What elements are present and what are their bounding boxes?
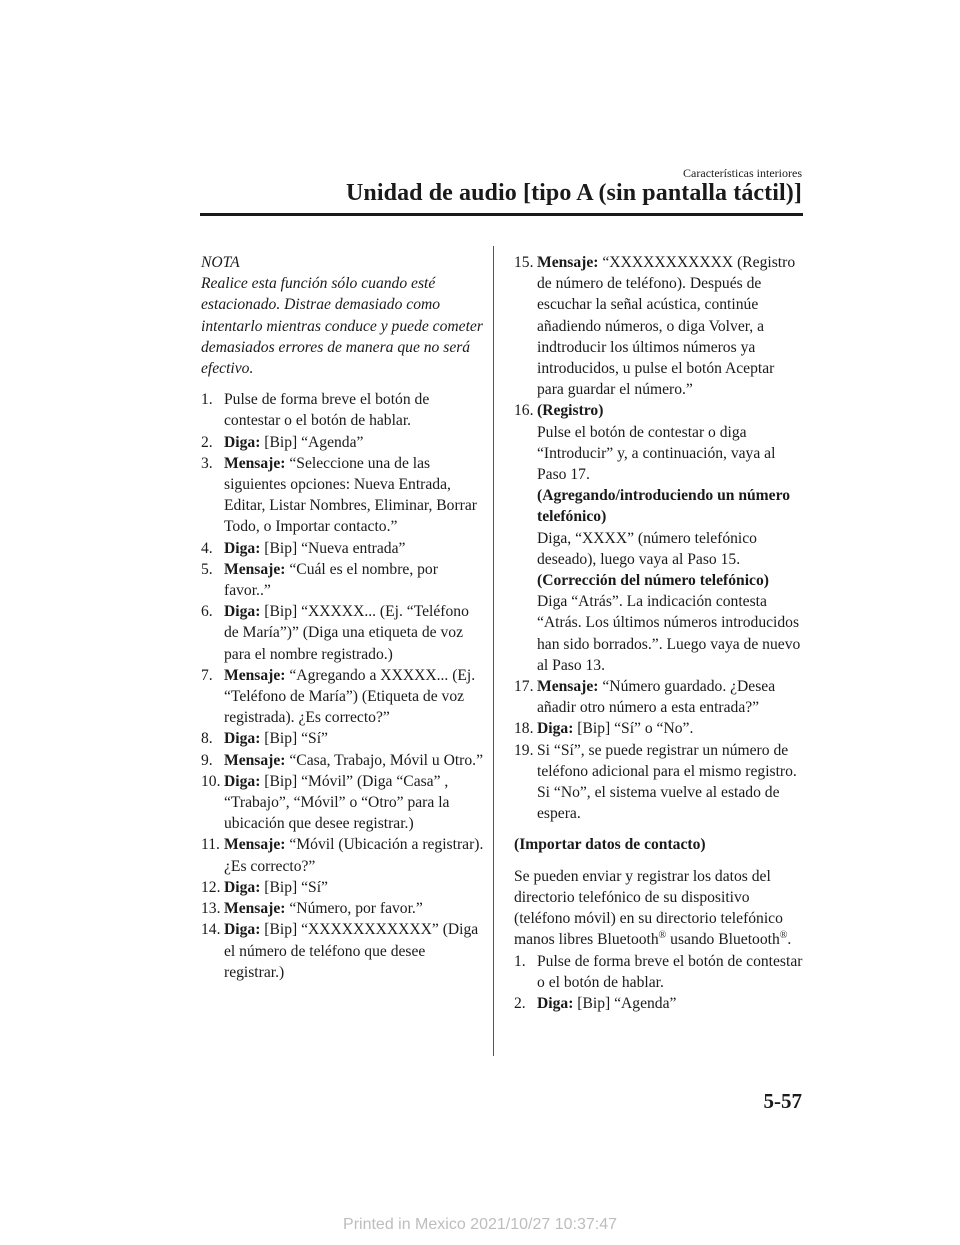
step-number: 5. — [201, 560, 213, 578]
step-label: Mensaje: — [537, 678, 599, 696]
step-number: 10. — [201, 772, 221, 790]
step-number: 8. — [201, 730, 213, 748]
step-item — [201, 834, 486, 876]
step-text: [Bip] “Móvil” (Diga “Casa” , “Trabajo”, “Móvil” o “Otro” para la ubicación que desee registrar.) — [224, 772, 450, 833]
step-text: [Bip] “Sí” — [260, 730, 328, 748]
step-text: [Bip] “Agenda” — [573, 994, 677, 1012]
step-label: Mensaje: — [224, 666, 286, 684]
substep-text: Pulse el botón de contestar o diga “Introducir” y, a continuación, vaya al Paso 17. — [537, 423, 776, 484]
step-label: Diga: — [224, 433, 261, 451]
header-rule — [200, 213, 803, 216]
step-item — [201, 432, 486, 453]
step-label: Mensaje: — [224, 560, 286, 578]
step-text: “Cuál es el nombre, por favor..” — [224, 560, 438, 600]
step-number: 1. — [514, 952, 526, 970]
substep-heading: (Registro) — [537, 402, 604, 420]
step-number: 4. — [201, 539, 213, 557]
step-item — [201, 559, 486, 601]
section-header: Características interiores — [683, 166, 802, 180]
step-label: Mensaje: — [224, 900, 286, 918]
substep-text: Si “No”, el sistema vuelve al estado de espera. — [537, 784, 780, 823]
step-text: [Bip] “Agenda” — [260, 433, 364, 451]
step-text: “Agregando a XXXXX... (Ej. “Teléfono de María”) (Etiqueta de voz registrada). ¿Es correcto?” — [224, 666, 476, 727]
step-list-left — [201, 389, 486, 983]
step-item — [514, 740, 804, 825]
step-number: 12. — [201, 878, 221, 896]
step-item — [201, 750, 486, 771]
step-label: Mensaje: — [224, 836, 286, 854]
step-label: Diga: — [224, 539, 261, 557]
step-number: 16. — [514, 402, 534, 420]
step-number: 19. — [514, 741, 534, 759]
step-item — [201, 453, 486, 538]
print-footer: Printed in Mexico 2021/10/27 10:37:47 — [343, 1216, 617, 1233]
step-text: “Número, por favor.” — [285, 900, 423, 918]
step-number: 18. — [514, 720, 534, 738]
step-item — [514, 676, 804, 718]
step-item — [201, 877, 486, 898]
step-item — [201, 728, 486, 749]
step-text: “Seleccione una de las siguientes opciones: Nueva Entrada, Editar, Listar Nombres, Eliminar, Borrar Todo, o Importar contacto.” — [224, 454, 477, 536]
step-number: 13. — [201, 900, 221, 918]
import-text: usando Bluetooth — [666, 931, 780, 949]
step-item — [201, 538, 486, 559]
step-text: [Bip] “Sí” o “No”. — [573, 720, 694, 738]
step-number: 9. — [201, 751, 213, 769]
step-item — [201, 665, 486, 729]
step-number: 6. — [201, 603, 213, 621]
step-text: “Número guardado. ¿Desea añadir otro número a esta entrada?” — [537, 678, 776, 717]
step-list-import — [514, 951, 804, 1015]
step-item — [514, 400, 804, 676]
column-divider — [493, 246, 494, 1056]
registered-mark: ® — [658, 930, 667, 942]
note-title: NOTA — [201, 254, 240, 271]
registered-mark: ® — [779, 930, 788, 942]
step-item — [201, 898, 486, 919]
substep-text: Diga, “XXXX” (número telefónico deseado), luego vaya al Paso 15. — [537, 529, 757, 568]
step-number: 2. — [201, 433, 213, 451]
note-body: Realice esta función sólo cuando esté estacionado. Distrae demasiado como intentarlo mientras conduce y puede cometer demasiados errores de manera que no será efectivo. — [201, 275, 483, 378]
substep-text: Diga “Atrás”. La indicación contesta “Atrás. Los últimos números introducidos han sido borrados.”. Luego vaya de nuevo al Paso 13. — [537, 593, 801, 674]
import-heading: (Importar datos de contacto) — [514, 836, 706, 854]
page-number: 5-57 — [763, 1089, 802, 1113]
step-label: Diga: — [537, 994, 574, 1012]
step-item — [201, 771, 486, 835]
step-item — [514, 993, 804, 1014]
step-label: Mensaje: — [537, 254, 599, 271]
substep-text: Si “Sí”, se puede registrar un número de teléfono adicional para el mismo registro. — [537, 741, 797, 780]
step-label: Diga: — [224, 772, 261, 790]
step-item — [514, 252, 804, 400]
step-item — [201, 389, 486, 431]
step-text: [Bip] “XXXXXXXXXXX” (Diga el número de teléfono que desee registrar.) — [224, 921, 479, 981]
step-number: 14. — [201, 921, 221, 939]
right-column — [514, 252, 804, 1014]
step-label: Mensaje: — [224, 454, 286, 472]
step-number: 3. — [201, 454, 213, 472]
import-paragraph — [514, 866, 804, 951]
step-label: Diga: — [224, 730, 261, 748]
page-title: Unidad de audio [tipo A (sin pantalla táctil)] — [345, 180, 802, 206]
step-item — [201, 601, 486, 665]
import-text: Se pueden enviar y registrar los datos del directorio telefónico de su dispositivo (teléfono móvil) en su directorio telefónico manos libres Bluetooth — [514, 867, 783, 949]
step-label: Diga: — [224, 921, 261, 939]
step-text: [Bip] “Sí” — [260, 878, 328, 896]
step-text: Pulse de forma breve el botón de contestar o el botón de hablar. — [224, 391, 430, 430]
step-item — [514, 951, 804, 993]
step-text: [Bip] “Nueva entrada” — [260, 539, 406, 557]
step-label: Diga: — [224, 603, 261, 621]
substep-heading: (Corrección del número telefónico) — [537, 572, 769, 590]
step-label: Diga: — [224, 878, 261, 896]
import-text: . — [787, 931, 792, 949]
step-number: 15. — [514, 254, 534, 271]
step-number: 1. — [201, 391, 213, 409]
step-item — [201, 919, 486, 983]
step-text: Pulse de forma breve el botón de contestar o el botón de hablar. — [537, 952, 803, 991]
step-number: 11. — [201, 836, 220, 854]
step-text: “XXXXXXXXXXX (Registro de número de teléfono). Después de escuchar la señal acústica, continúe añadiendo números, o diga Volver, a indtroducir los últimos números ya introducidos, u pulse el botón Aceptar para guardar el número.” — [537, 254, 796, 399]
step-number: 2. — [514, 994, 526, 1012]
step-label: Diga: — [537, 720, 574, 738]
substep-heading: (Agregando/introduciendo un número telefónico) — [537, 487, 791, 526]
step-text: “Casa, Trabajo, Móvil u Otro.” — [285, 751, 483, 769]
step-item — [514, 718, 804, 739]
step-number: 17. — [514, 678, 534, 696]
step-label: Mensaje: — [224, 751, 286, 769]
left-column — [201, 252, 486, 983]
step-number: 7. — [201, 666, 213, 684]
step-list-right — [514, 252, 804, 824]
step-text: “Móvil (Ubicación a registrar). ¿Es correcto?” — [224, 836, 484, 875]
step-text: [Bip] “XXXXX... (Ej. “Teléfono de María”)” (Diga una etiqueta de voz para el nombre registrado.) — [224, 603, 469, 663]
